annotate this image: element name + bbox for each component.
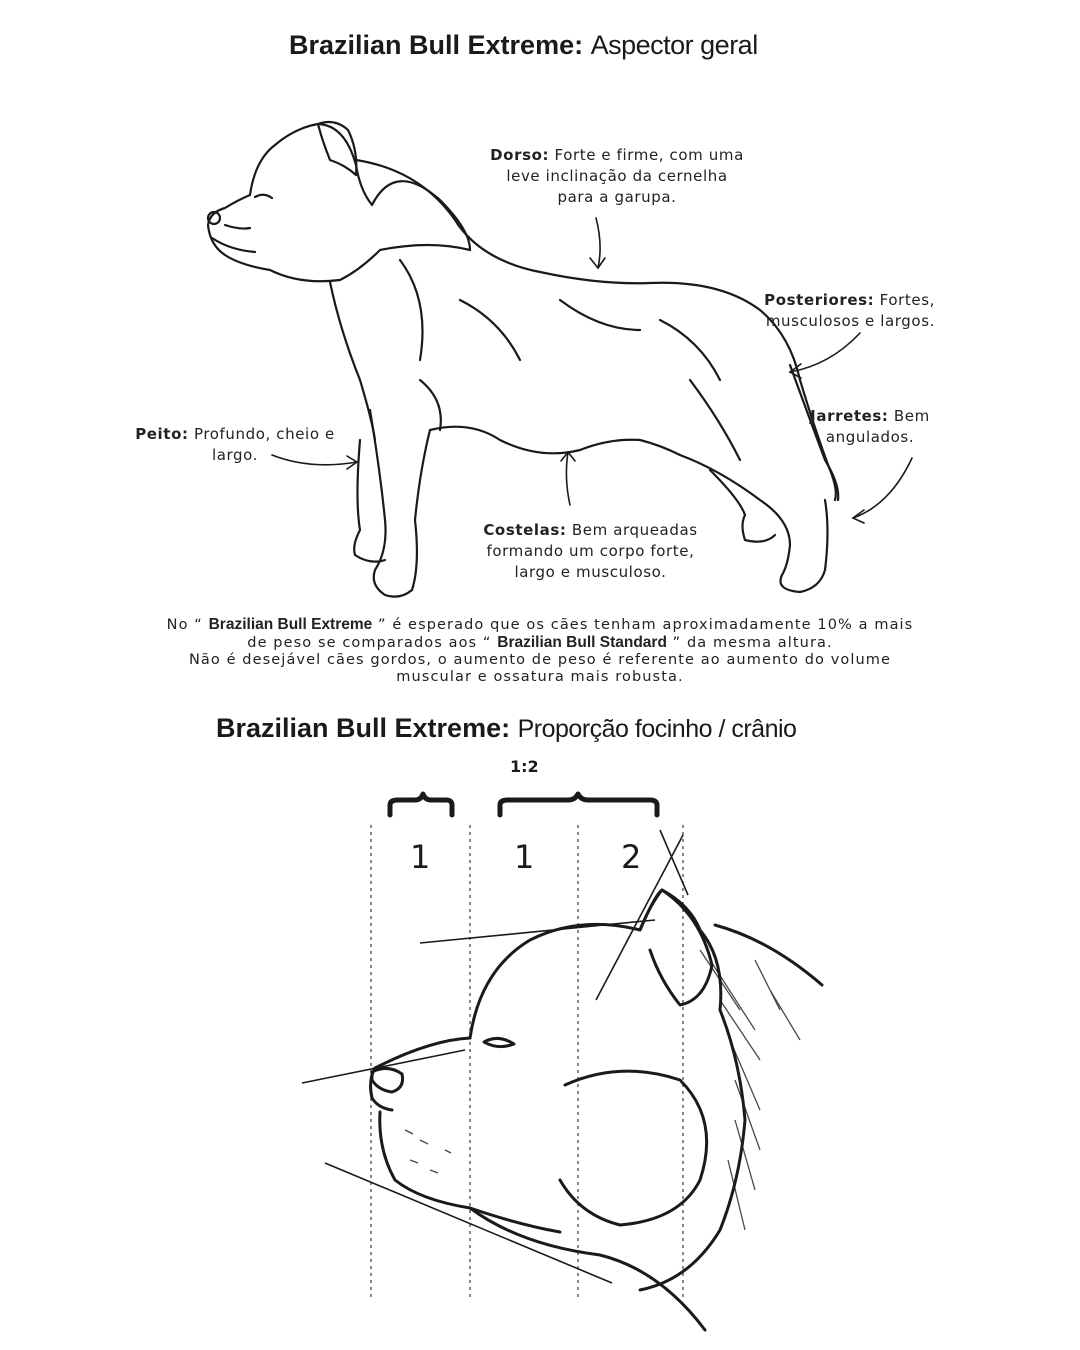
note-line-2-b: Brazilian Bull Standard — [497, 634, 667, 651]
brace-skull — [500, 794, 657, 815]
top-title-bold: Brazilian Bull Extreme: — [289, 30, 584, 60]
dorso-line-3: para a garupa. — [557, 188, 677, 206]
jarretes-term: Jarretes: — [810, 407, 889, 425]
jarretes-line-2: angulados. — [825, 428, 915, 446]
note-line-2-c: ” da mesma altura. — [672, 635, 833, 651]
segment-label-muzzle: 1 — [410, 838, 431, 876]
head-nose — [372, 1068, 403, 1092]
bottom-title-bold: Brazilian Bull Extreme: — [216, 713, 511, 743]
note-line-4: muscular e ossatura mais robusta. — [396, 669, 684, 685]
proportion-ratio: 1:2 — [510, 757, 539, 776]
muzzle-lower — [380, 1112, 560, 1232]
head-eye — [484, 1038, 514, 1046]
dorso-line-2: leve inclinação da cernelha — [506, 167, 728, 185]
note-line-2-a: de peso se comparados aos “ — [247, 635, 492, 651]
costelas-line-2: formando um corpo forte, — [486, 542, 695, 560]
jaw-line — [470, 1208, 705, 1330]
cheek — [560, 1071, 707, 1225]
costelas-line-3: largo e musculoso. — [514, 563, 667, 581]
skull-top — [371, 1038, 470, 1110]
ear-outline — [640, 890, 712, 1005]
head-outline — [470, 890, 745, 1290]
costelas-term: Costelas: — [483, 521, 567, 539]
note-line-3: Não é desejável cães gordos, o aumento de peso é referente ao aumento do volume — [188, 652, 892, 668]
peito-line-2: largo. — [211, 446, 259, 464]
bottom-title-light: Proporção focinho / crânio — [517, 715, 797, 743]
neck-line — [715, 925, 822, 985]
dorso-line-1: Forte e firme, com uma — [554, 146, 744, 164]
segment-label-skull-b: 2 — [621, 838, 642, 876]
posteriores-term: Posteriores: — [764, 291, 875, 309]
posteriores-line-1: Fortes, — [879, 291, 935, 309]
note-line-1-a: No “ — [166, 617, 203, 633]
peito-line-1: Profundo, cheio e — [193, 425, 335, 443]
peito-term: Peito: — [135, 425, 189, 443]
jarretes-line-1: Bem — [893, 407, 930, 425]
segment-label-skull-a: 1 — [514, 838, 535, 876]
top-title-light: Aspector geral — [590, 30, 758, 60]
note-line-1-c: ” é esperado que os cães tenham aproximadamente 10% a mais — [378, 617, 914, 633]
note-line-1-b: Brazilian Bull Extreme — [208, 616, 373, 633]
dorso-term: Dorso: — [490, 146, 550, 164]
costelas-line-1: Bem arqueadas — [571, 521, 698, 539]
brace-muzzle — [390, 794, 452, 815]
posteriores-line-2: musculosos e largos. — [765, 312, 935, 330]
